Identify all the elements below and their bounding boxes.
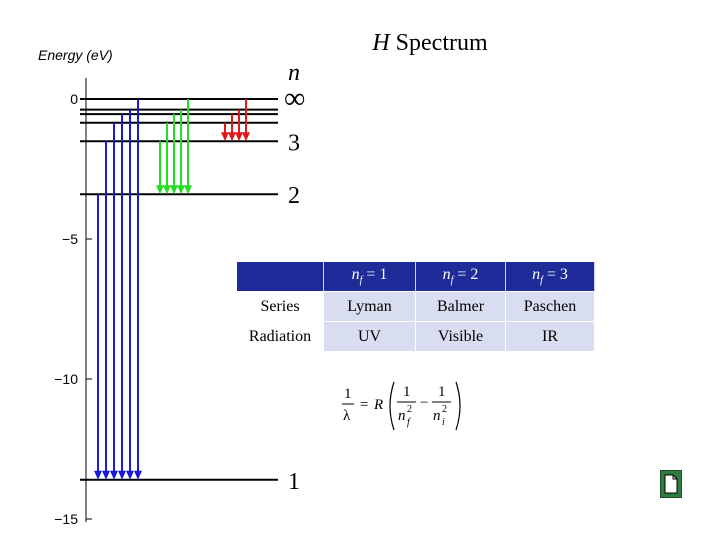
transition-arrowhead xyxy=(163,185,171,194)
formula-term2-num: 1 xyxy=(438,384,446,400)
radiation-label: Radiation xyxy=(237,322,324,352)
table-header-empty xyxy=(237,262,324,292)
transition-arrowhead xyxy=(102,471,110,480)
transition-arrows xyxy=(94,99,250,480)
transition-arrowhead xyxy=(170,185,178,194)
formula-R: R xyxy=(374,397,384,413)
energy-axis-label: Energy (eV) xyxy=(38,47,113,63)
formula-term1-num: 1 xyxy=(403,384,411,400)
transition-arrowhead xyxy=(242,132,250,141)
energy-level-label: 3 xyxy=(288,130,300,157)
radiation-ir: IR xyxy=(506,322,595,352)
transition-arrowhead xyxy=(118,471,126,480)
transition-arrowhead xyxy=(184,185,192,194)
page-title xyxy=(300,30,560,57)
table-row xyxy=(237,322,595,352)
formula-nf-sub: f xyxy=(407,417,410,428)
transition-arrowhead xyxy=(94,471,102,480)
transition-arrowhead xyxy=(156,185,164,194)
series-balmer: Balmer xyxy=(416,292,506,322)
formula-ni-sq: 2 xyxy=(442,404,447,415)
energy-level-label: 1 xyxy=(288,468,300,495)
series-table xyxy=(237,262,595,351)
formula-ni: n xyxy=(433,408,441,424)
series-paschen: Paschen xyxy=(506,292,595,322)
title-rest: Spectrum xyxy=(389,30,488,56)
axis-tick-label: −5 xyxy=(62,231,78,247)
formula-ni-sub: i xyxy=(442,417,445,428)
axis-tick-label: −10 xyxy=(54,371,78,387)
formula-lambda: λ xyxy=(343,408,351,424)
transition-arrowhead xyxy=(126,471,134,480)
series-label: Series xyxy=(237,292,324,322)
energy-level-label: 2 xyxy=(288,183,300,210)
table-header-nf2: $n_f = 2$ xyxy=(416,262,506,292)
transition-arrowhead xyxy=(235,132,243,141)
energy-level-label: ∞ xyxy=(284,82,306,115)
document-icon[interactable] xyxy=(660,470,682,498)
axis-tick-label: 0 xyxy=(70,91,78,107)
formula-lhs-num: 1 xyxy=(344,386,352,402)
series-lyman: Lyman xyxy=(324,292,416,322)
formula-nf: n xyxy=(398,408,406,424)
n-label: n xyxy=(288,60,300,86)
title-h: H xyxy=(372,30,390,56)
transition-arrowhead xyxy=(177,185,185,194)
transition-arrowhead xyxy=(221,132,229,141)
formula-minus: − xyxy=(420,395,429,411)
table-row xyxy=(237,292,595,322)
table-header-nf1: $n_f = 1$ xyxy=(324,262,416,292)
formula-nf-sq: 2 xyxy=(407,404,412,415)
transition-arrowhead xyxy=(228,132,236,141)
transition-arrowhead xyxy=(110,471,118,480)
formula-equals: = xyxy=(360,397,369,413)
axis-tick-label: −15 xyxy=(54,511,78,527)
radiation-visible: Visible xyxy=(416,322,506,352)
table-header-nf3: $n_f = 3$ xyxy=(506,262,595,292)
transition-arrowhead xyxy=(134,471,142,480)
rydberg-formula xyxy=(340,376,480,436)
radiation-uv: UV xyxy=(324,322,416,352)
table-header-row xyxy=(237,262,595,292)
